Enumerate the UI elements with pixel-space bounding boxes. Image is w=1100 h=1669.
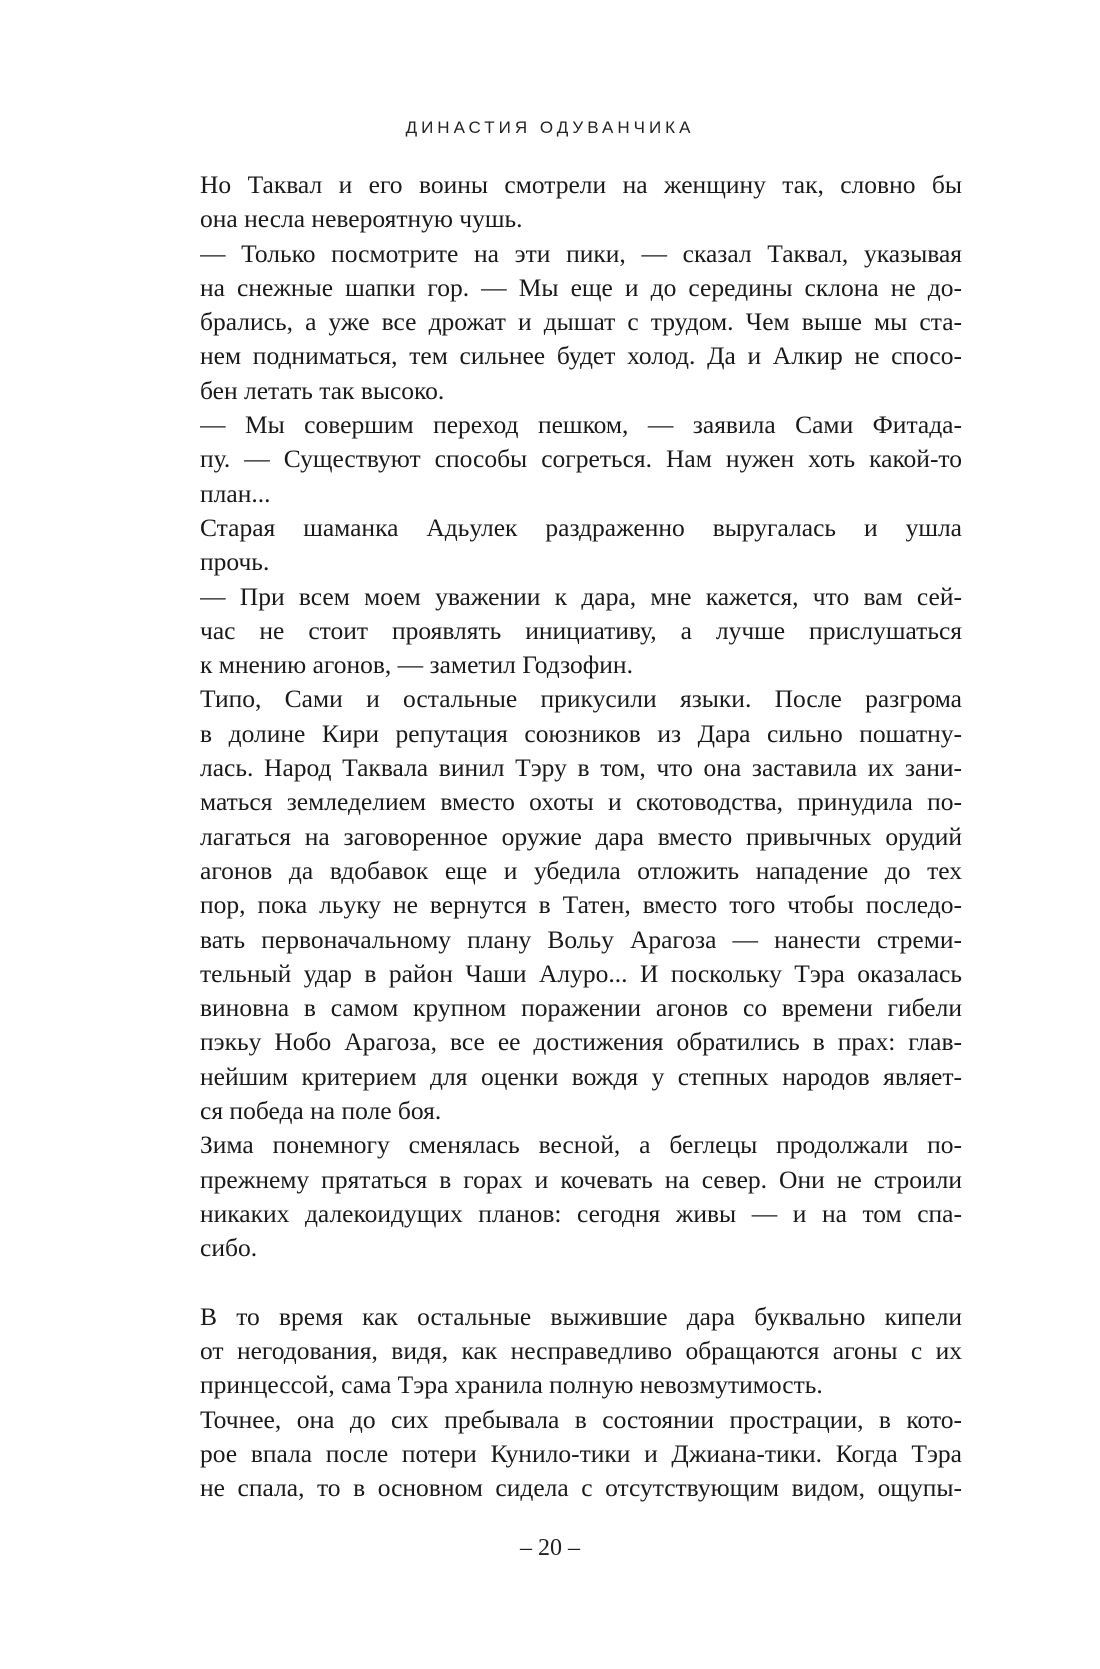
text-line: — Только посмотрите на эти пики, — сказал Таквал, указывая xyxy=(200,238,962,268)
text-line: пу. — Существуют способы согреться. Нам нужен хоть какой-то xyxy=(200,444,962,474)
text-line: план... xyxy=(200,478,271,508)
text-line: прежнему прятаться в горах и кочевать на север. Они не строили xyxy=(200,1164,962,1194)
text-line: на снежные шапки гор. — Мы еще и до середины склона не до- xyxy=(200,272,962,302)
text-line: пэкьу Нобо Арагоза, все ее достижения обратились в прах: глав- xyxy=(200,1027,962,1057)
text-line: Зима понемногу сменялась весной, а беглецы продолжали по- xyxy=(200,1130,962,1160)
text-line: никаких далекоидущих планов: сегодня живы — и на том спа- xyxy=(200,1198,962,1228)
text-line: — Мы совершим переход пешком, — заявила Сами Фитада- xyxy=(200,410,962,440)
text-line: к мнению агонов, — заметил Годзофин. xyxy=(200,650,633,680)
text-line: тельный удар в район Чаши Алуро... И поскольку Тэра оказалась xyxy=(200,958,962,988)
text-line: принцессой, сама Тэра хранила полную невозмутимость. xyxy=(200,1370,823,1400)
text-line: Старая шаманка Адьулек раздраженно выругалась и ушла xyxy=(200,512,962,542)
text-line: нейшим критерием для оценки вождя у степных народов являет- xyxy=(200,1061,962,1091)
page-number: – 20 – xyxy=(520,1535,580,1561)
text-line: час не стоит проявлять инициативу, а лучше прислушаться xyxy=(200,615,962,645)
text-line: лась. Народ Таквала винил Тэру в том, что она заставила их зани- xyxy=(200,753,962,783)
text-line: от негодования, видя, как несправедливо обращаются агоны с их xyxy=(200,1336,962,1366)
text-line: нем подниматься, тем сильнее будет холод. Да и Алкир не спосо- xyxy=(200,341,962,371)
text-line: агонов да вдобавок еще и убедила отложить нападение до тех xyxy=(200,855,962,885)
text-line: ся победа на поле боя. xyxy=(200,1096,442,1126)
text-line: в долине Кири репутация союзников из Дара сильно пошатну- xyxy=(200,718,962,748)
text-line: маться земледелием вместо охоты и скотоводства, принудила по- xyxy=(200,787,962,817)
text-line: Типо, Сами и остальные прикусили языки. После разгрома xyxy=(200,684,962,714)
text-line: Но Таквал и его воины смотрели на женщину так, словно бы xyxy=(200,170,962,199)
text-line: сибо. xyxy=(200,1233,258,1263)
running-head: ДИНАСТИЯ ОДУВАНЧИКА xyxy=(405,118,695,137)
text-line: прочь. xyxy=(200,547,270,577)
text-line: бен летать так высоко. xyxy=(200,375,445,405)
text-line: Точнее, она до сих пребывала в состоянии прострации, в кото- xyxy=(200,1404,962,1434)
text-line: она несла невероятную чушь. xyxy=(200,204,523,234)
text-line: брались, а уже все дрожат и дышат с трудом. Чем выше мы ста- xyxy=(200,307,962,337)
text-line: пор, пока льуку не вернутся в Татен, вместо того чтобы последо- xyxy=(200,890,962,920)
text-line: лагаться на заговоренное оружие дара вместо привычных орудий xyxy=(200,821,962,851)
body-text xyxy=(200,168,962,1506)
text-line: рое впала после потери Кунило-тики и Джиана-тики. Когда Тэра xyxy=(200,1438,962,1468)
text-line: вать первоначальному плану Вольу Арагоза — нанести стреми- xyxy=(200,924,962,954)
text-line: виновна в самом крупном поражении агонов со времени гибели xyxy=(200,993,962,1023)
text-line: — При всем моем уважении к дара, мне кажется, что вам сей- xyxy=(200,581,962,611)
text-line: В то время как остальные выжившие дара буквально кипели xyxy=(200,1301,962,1331)
section-break xyxy=(200,1266,962,1300)
text-line: не спала, то в основном сидела с отсутствующим видом, ощупы- xyxy=(200,1473,962,1503)
